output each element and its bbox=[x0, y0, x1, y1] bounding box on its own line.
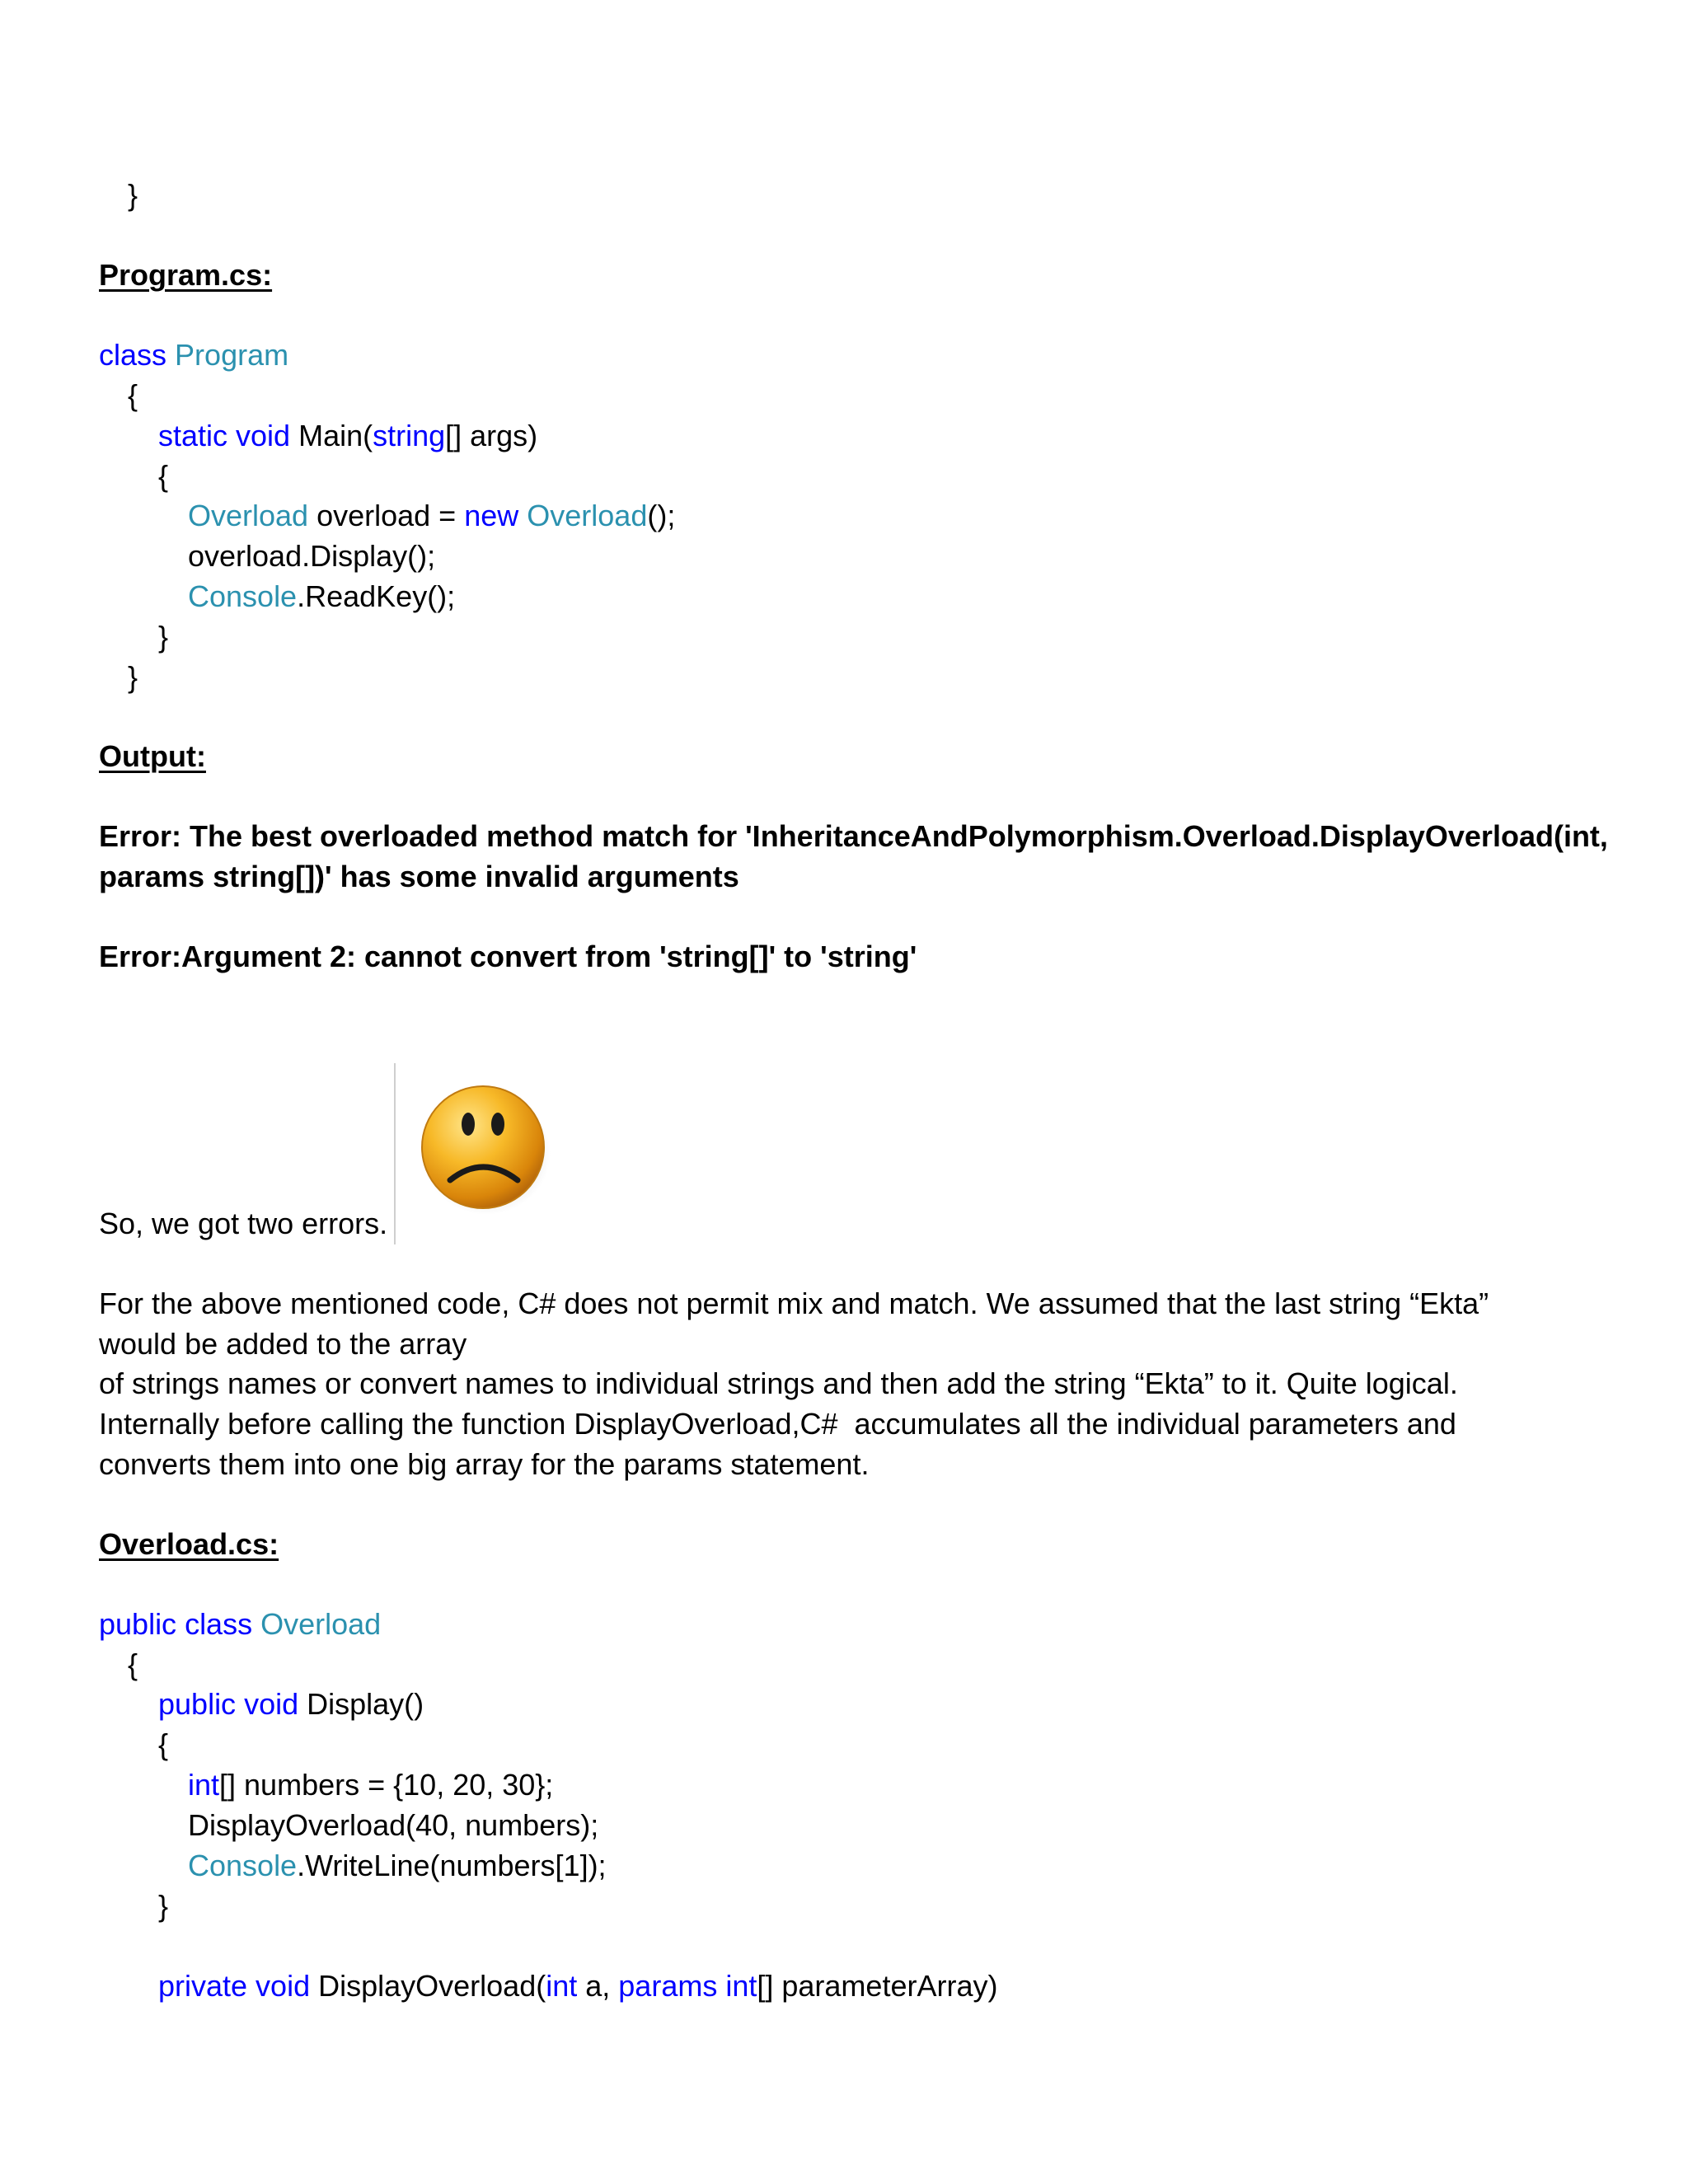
method-main: Main( bbox=[290, 419, 373, 452]
keyword-static-void: static void bbox=[158, 419, 291, 452]
type-overload: Overload bbox=[188, 499, 309, 532]
code-line-private-method bbox=[158, 1966, 997, 2006]
code-line-int-array bbox=[188, 1765, 553, 1805]
type-overload-ctor: Overload bbox=[527, 499, 648, 532]
code-line-class-program bbox=[99, 335, 288, 375]
code-main-close-brace: } bbox=[158, 620, 169, 654]
param-a: a, bbox=[577, 1969, 619, 2003]
code-line-writeline bbox=[188, 1845, 607, 1886]
code-line-new-overload bbox=[188, 495, 675, 536]
two-errors-text: So, we got two errors. bbox=[99, 1207, 388, 1240]
numbers-decl: [] numbers = {10, 20, 30}; bbox=[219, 1768, 554, 1802]
code-line-public-class bbox=[99, 1604, 381, 1644]
para-line4: Internally before calling the function DisplayOverload,C# accumulates all the individual parameters and bbox=[99, 1407, 1456, 1441]
para-line5: converts them into one big array for the params statement. bbox=[99, 1447, 870, 1481]
keyword-public-void: public void bbox=[158, 1687, 299, 1721]
code-line-main bbox=[158, 415, 537, 456]
code-open-brace: { bbox=[128, 378, 138, 412]
code-line-displayoverload-call: DisplayOverload(40, numbers); bbox=[188, 1808, 599, 1842]
smiley-frame bbox=[394, 1063, 560, 1244]
code-main-open-brace: { bbox=[158, 459, 169, 493]
keyword-int: int bbox=[188, 1768, 220, 1802]
var-overload: overload = bbox=[308, 499, 465, 532]
ctor-end: (); bbox=[647, 499, 676, 532]
param-array: [] parameterArray) bbox=[757, 1969, 998, 2003]
main-args: [] args) bbox=[445, 419, 538, 452]
error1-line1: Error: The best overloaded method match for 'InheritanceAndPolymorphism.Overload.DisplayOverload(int, bbox=[99, 819, 1608, 853]
keyword-new: new bbox=[464, 499, 519, 532]
keyword-string: string bbox=[373, 419, 446, 452]
para-line1: For the above mentioned code, C# does not permit mix and match. We assumed that the last string “Ekta” bbox=[99, 1286, 1489, 1320]
keyword-public-class: public class bbox=[99, 1607, 253, 1641]
code-closing-brace: } bbox=[128, 178, 138, 212]
code-line-display-call: overload.Display(); bbox=[188, 539, 436, 573]
sad-face-icon bbox=[417, 1081, 551, 1215]
space bbox=[717, 1969, 725, 2003]
type-program: Program bbox=[175, 338, 289, 372]
program-cs-heading: Program.cs: bbox=[99, 258, 273, 292]
code-display-close-brace: } bbox=[158, 1889, 169, 1923]
method-displayoverload: DisplayOverload( bbox=[310, 1969, 546, 2003]
output-heading: Output: bbox=[99, 739, 206, 773]
keyword-params: params bbox=[618, 1969, 718, 2003]
overload-cs-heading: Overload.cs: bbox=[99, 1527, 279, 1561]
readkey-call: .ReadKey(); bbox=[297, 579, 456, 613]
type-console-2: Console bbox=[188, 1849, 298, 1882]
error2: Error:Argument 2: cannot convert from 'string[]' to 'string' bbox=[99, 940, 917, 973]
code-line-display-method bbox=[158, 1684, 424, 1724]
code-display-open-brace: { bbox=[158, 1727, 169, 1761]
keyword-private-void: private void bbox=[158, 1969, 311, 2003]
code-line-readkey bbox=[188, 576, 455, 616]
keyword-class: class bbox=[99, 338, 167, 372]
keyword-int-param: int bbox=[546, 1969, 578, 2003]
writeline-call: .WriteLine(numbers[1]); bbox=[297, 1849, 607, 1882]
para-line2: would be added to the array bbox=[99, 1327, 467, 1361]
type-console: Console bbox=[188, 579, 298, 613]
error1-line2: params string[])' has some invalid arguments bbox=[99, 860, 739, 893]
code-overload-open-brace: { bbox=[128, 1647, 138, 1681]
method-display: Display() bbox=[298, 1687, 424, 1721]
keyword-int-array-param: int bbox=[725, 1969, 757, 2003]
type-overload-class: Overload bbox=[260, 1607, 382, 1641]
code-class-close-brace: } bbox=[128, 660, 138, 694]
para-line3: of strings names or convert names to individual strings and then add the string “Ekta” to it. Quite logical. bbox=[99, 1366, 1458, 1400]
